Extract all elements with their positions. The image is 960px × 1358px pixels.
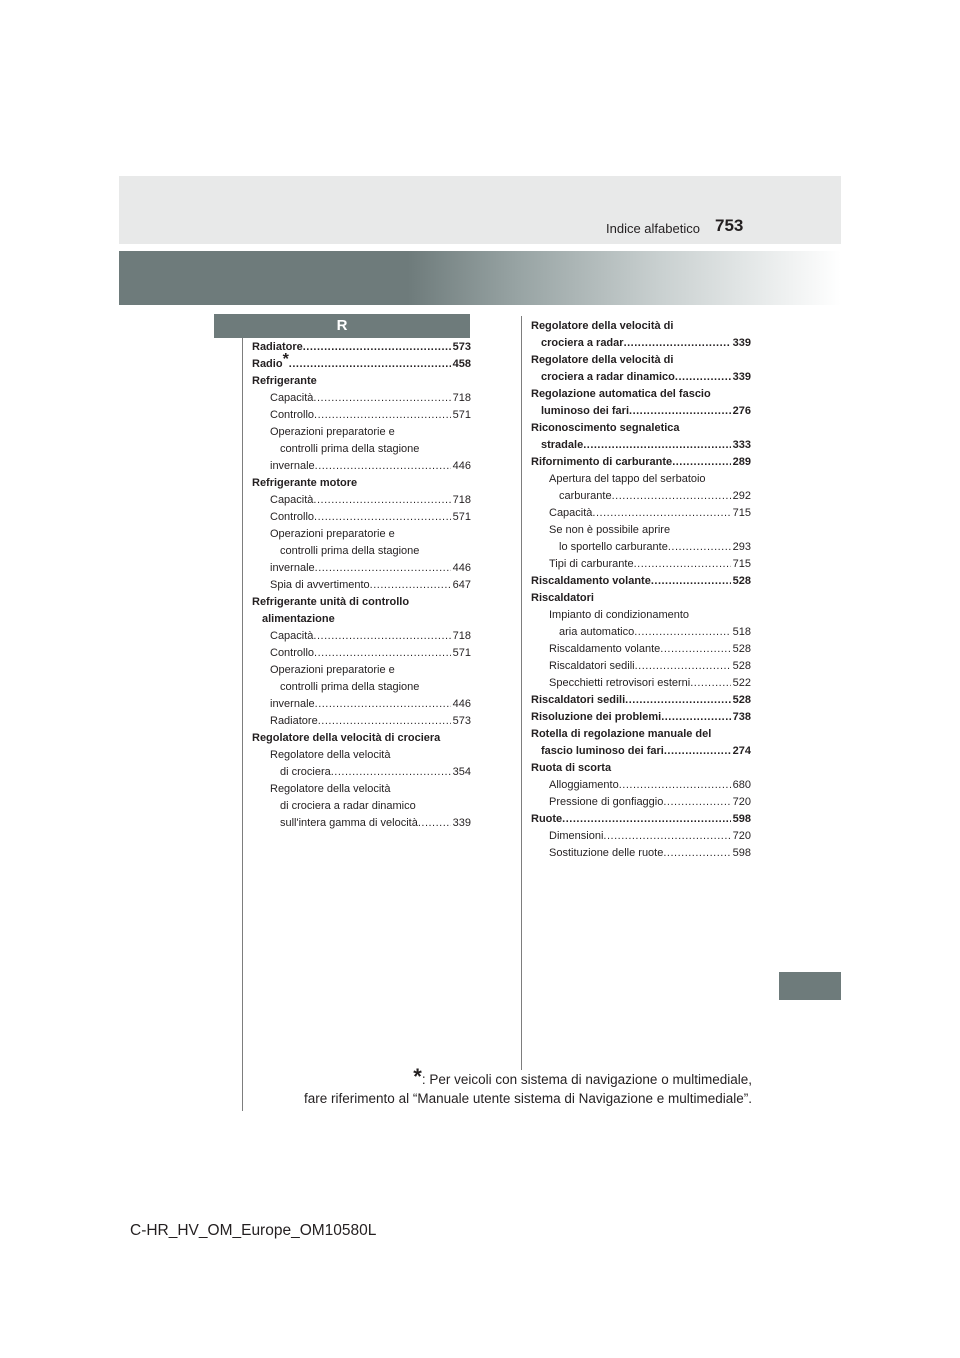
- dot-leader: [370, 577, 451, 594]
- dot-leader: [612, 488, 731, 505]
- dot-leader: [313, 628, 450, 645]
- index-entry: [531, 539, 751, 556]
- index-entry-label: Risoluzione dei problemi: [531, 711, 662, 723]
- index-entry-label: Riscaldatori sedili: [549, 660, 635, 672]
- index-entry-label: crociera a radar: [541, 337, 624, 349]
- index-entry-label: fascio luminoso dei fari: [541, 745, 664, 757]
- index-heading: Impianto di condizionamento: [549, 609, 690, 621]
- index-entry: [252, 628, 471, 645]
- footnote-line-1: [304, 1064, 752, 1089]
- dot-leader: [314, 407, 451, 424]
- index-entry-label: Ruote: [531, 813, 563, 825]
- page-reference[interactable]: 573: [452, 341, 471, 353]
- column-divider-middle: [521, 316, 522, 1070]
- index-entry: [531, 777, 751, 794]
- index-entry: [531, 505, 751, 522]
- dot-leader: [625, 692, 730, 709]
- index-entry-label: invernale: [270, 460, 315, 472]
- index-heading: Riscaldatori: [531, 592, 594, 604]
- footnote-marker: *: [413, 1064, 422, 1089]
- index-entry-label: aria automatico: [559, 626, 635, 638]
- index-entry: [531, 369, 751, 386]
- index-entry-label: Capacità: [270, 630, 314, 642]
- page-reference[interactable]: 339: [732, 371, 751, 383]
- dot-leader: [619, 777, 731, 794]
- index-entry: [252, 560, 471, 577]
- chapter-gradient-band: [119, 251, 841, 305]
- index-entry: [252, 390, 471, 407]
- page-reference[interactable]: 458: [452, 358, 471, 370]
- dot-leader: [690, 675, 730, 692]
- index-entry: [531, 794, 751, 811]
- index-entry-label: lo sportello carburante: [559, 541, 668, 553]
- index-heading: Apertura del tappo del serbatoio: [549, 473, 706, 485]
- page-reference[interactable]: 738: [732, 711, 751, 723]
- index-entry-label: stradale: [541, 439, 584, 451]
- index-heading: controlli prima della stagione: [280, 681, 420, 693]
- index-column-left: [252, 339, 471, 832]
- page-reference[interactable]: 293: [732, 541, 751, 553]
- index-entry: [252, 696, 471, 713]
- dot-leader: [660, 641, 730, 658]
- index-entry-label: Radiatore: [252, 341, 303, 353]
- index-entry: [252, 407, 471, 424]
- index-heading: Se non è possibile aprire: [549, 524, 671, 536]
- index-entry-label: Capacità: [270, 392, 314, 404]
- dot-leader: [331, 764, 451, 781]
- dot-leader: [635, 658, 731, 675]
- dot-leader: [651, 573, 731, 590]
- index-entry-label: luminoso dei fari: [541, 405, 630, 417]
- index-entry-label: carburante: [559, 490, 612, 502]
- page-reference[interactable]: 598: [732, 847, 751, 859]
- index-heading: Riconoscimento segnaletica: [531, 422, 680, 434]
- index-entry-label: sull'intera gamma di velocità: [280, 817, 418, 829]
- index-entry-label: Tipi di carburante: [549, 558, 634, 570]
- page-reference[interactable]: 715: [732, 558, 751, 570]
- column-divider-left: [242, 338, 243, 1111]
- page-reference[interactable]: 528: [732, 694, 751, 706]
- page-reference[interactable]: 354: [452, 766, 471, 778]
- page-reference[interactable]: 571: [452, 409, 471, 421]
- index-entry: [252, 351, 471, 373]
- dot-leader: [315, 458, 451, 475]
- index-entry: [531, 692, 751, 709]
- index-entry: [531, 845, 751, 862]
- page-reference[interactable]: 528: [732, 575, 751, 587]
- page-reference[interactable]: 573: [452, 715, 471, 727]
- dot-leader: [315, 560, 451, 577]
- dot-leader: [314, 645, 451, 662]
- dot-leader: [289, 356, 451, 373]
- index-entry-label: Controllo: [270, 409, 315, 421]
- index-column-right: [531, 318, 751, 862]
- page-reference[interactable]: 571: [452, 647, 471, 659]
- footnote-line-2: fare riferimento al “Manuale utente sistema di Navigazione e multimediale”.: [304, 1091, 752, 1106]
- index-entry: [531, 335, 751, 352]
- footnote-text-1: : Per veicoli con sistema di navigazione o multimediale,: [421, 1072, 752, 1087]
- page-reference[interactable]: 715: [732, 507, 751, 519]
- dot-leader: [634, 624, 730, 641]
- index-heading: Regolazione automatica del fascio: [531, 388, 711, 400]
- dot-leader: [672, 454, 730, 471]
- page-reference[interactable]: 292: [732, 490, 751, 502]
- dot-leader: [314, 509, 451, 526]
- dot-leader: [418, 815, 451, 832]
- page-reference[interactable]: 274: [732, 745, 751, 757]
- index-entry-label: Spia di avvertimento: [270, 579, 370, 591]
- index-entry: [531, 828, 751, 845]
- dot-leader: [592, 505, 730, 522]
- index-heading: Refrigerante unità di controllo: [252, 596, 410, 608]
- page-reference[interactable]: 339: [452, 817, 471, 829]
- page-reference[interactable]: 446: [452, 562, 471, 574]
- dot-leader: [562, 811, 730, 828]
- dot-leader: [313, 492, 450, 509]
- page-reference[interactable]: 680: [732, 779, 751, 791]
- index-entry: [531, 403, 751, 420]
- dot-leader: [664, 743, 731, 760]
- index-entry-label: crociera a radar dinamico: [541, 371, 675, 383]
- section-letter: R: [336, 317, 348, 334]
- index-entry: [531, 641, 751, 658]
- page-reference[interactable]: 720: [732, 796, 751, 808]
- index-entry-label: Capacità: [270, 494, 314, 506]
- index-entry-label: Controllo: [270, 647, 315, 659]
- index-entry: [252, 577, 471, 594]
- index-entry: [252, 645, 471, 662]
- index-entry-label: Alloggiamento: [549, 779, 619, 791]
- dot-leader: [318, 713, 451, 730]
- dot-leader: [668, 539, 731, 556]
- index-heading: controlli prima della stagione: [280, 545, 420, 557]
- dot-leader: [661, 709, 730, 726]
- page-reference[interactable]: 647: [452, 579, 471, 591]
- page-reference[interactable]: 518: [732, 626, 751, 638]
- index-entry: [252, 458, 471, 475]
- index-entry: [252, 492, 471, 509]
- index-entry-label: Riscaldamento volante: [549, 643, 661, 655]
- footnote: [304, 1064, 752, 1108]
- index-entry: [252, 713, 471, 730]
- dot-leader: [663, 794, 730, 811]
- index-entry: [531, 675, 751, 692]
- index-heading: Regolatore della velocità di crociera: [252, 732, 441, 744]
- index-entry-label: Dimensioni: [549, 830, 604, 842]
- index-heading: controlli prima della stagione: [280, 443, 420, 455]
- index-entry: [252, 509, 471, 526]
- document-code: C-HR_HV_OM_Europe_OM10580L: [130, 1222, 377, 1239]
- index-heading: Rotella di regolazione manuale del: [531, 728, 712, 740]
- dot-leader: [315, 696, 451, 713]
- index-entry: [531, 437, 751, 454]
- index-entry: [531, 556, 751, 573]
- index-entry-label: Capacità: [549, 507, 593, 519]
- index-heading: Operazioni preparatorie e: [270, 528, 395, 540]
- index-heading: Operazioni preparatorie e: [270, 664, 395, 676]
- index-heading: Operazioni preparatorie e: [270, 426, 395, 438]
- index-heading: Ruota di scorta: [531, 762, 612, 774]
- footnote-reference: *: [282, 351, 289, 369]
- dot-leader: [675, 369, 731, 386]
- index-entry-label: Sostituzione delle ruote: [549, 847, 664, 859]
- dot-leader: [313, 390, 450, 407]
- page-reference[interactable]: 276: [732, 405, 751, 417]
- index-heading: Regolatore della velocità: [270, 749, 391, 761]
- index-heading: Regolatore della velocità: [270, 783, 391, 795]
- index-entry-label: invernale: [270, 698, 315, 710]
- page-reference[interactable]: 718: [452, 494, 471, 506]
- page-reference[interactable]: 446: [452, 460, 471, 472]
- index-heading: Refrigerante: [252, 375, 317, 387]
- index-entry: [531, 658, 751, 675]
- index-entry: [252, 764, 471, 781]
- index-heading: Regolatore della velocità di: [531, 354, 674, 366]
- index-heading: alimentazione: [262, 613, 335, 625]
- index-entry-label: di crociera: [280, 766, 331, 778]
- dot-leader: [624, 335, 731, 352]
- index-heading: di crociera a radar dinamico: [280, 800, 416, 812]
- index-entry: [531, 488, 751, 505]
- index-heading: Regolatore della velocità di: [531, 320, 674, 332]
- page-reference[interactable]: 528: [732, 643, 751, 655]
- dot-leader: [629, 403, 731, 420]
- page-reference[interactable]: 571: [452, 511, 471, 523]
- index-entry: [252, 815, 471, 832]
- section-title: Indice alfabetico: [606, 221, 700, 236]
- index-entry-label: Radiatore: [270, 715, 318, 727]
- index-entry: [531, 743, 751, 760]
- dot-leader: [303, 339, 451, 356]
- section-letter-band: [214, 314, 470, 338]
- index-entry-label: Rifornimento di carburante: [531, 456, 673, 468]
- page-reference[interactable]: 339: [732, 337, 751, 349]
- index-entry-label: Riscaldatori sedili: [531, 694, 626, 706]
- index-entry-label: Pressione di gonfiaggio: [549, 796, 664, 808]
- index-entry-label: Controllo: [270, 511, 315, 523]
- page-reference[interactable]: 289: [732, 456, 751, 468]
- dot-leader: [603, 828, 730, 845]
- index-entry-label: Specchietti retrovisori esterni: [549, 677, 691, 689]
- page-reference[interactable]: 528: [732, 660, 751, 672]
- page-reference[interactable]: 718: [452, 392, 471, 404]
- index-heading: Refrigerante motore: [252, 477, 358, 489]
- index-entry: [531, 454, 751, 471]
- page-reference[interactable]: 718: [452, 630, 471, 642]
- page-number: 753: [715, 216, 744, 235]
- index-entry: [531, 624, 751, 641]
- page-reference[interactable]: 522: [732, 677, 751, 689]
- index-entry: [531, 573, 751, 590]
- chapter-side-tab: [779, 972, 841, 1000]
- dot-leader: [583, 437, 730, 454]
- index-entry-label: Riscaldamento volante: [531, 575, 651, 587]
- index-entry-label: Radio*: [252, 351, 289, 370]
- index-entry: [531, 709, 751, 726]
- page-reference[interactable]: 598: [732, 813, 751, 825]
- index-entry: [531, 811, 751, 828]
- page-reference[interactable]: 333: [732, 439, 751, 451]
- index-entry-label: invernale: [270, 562, 315, 574]
- dot-leader: [634, 556, 731, 573]
- page-reference[interactable]: 720: [732, 830, 751, 842]
- dot-leader: [663, 845, 730, 862]
- page-reference[interactable]: 446: [452, 698, 471, 710]
